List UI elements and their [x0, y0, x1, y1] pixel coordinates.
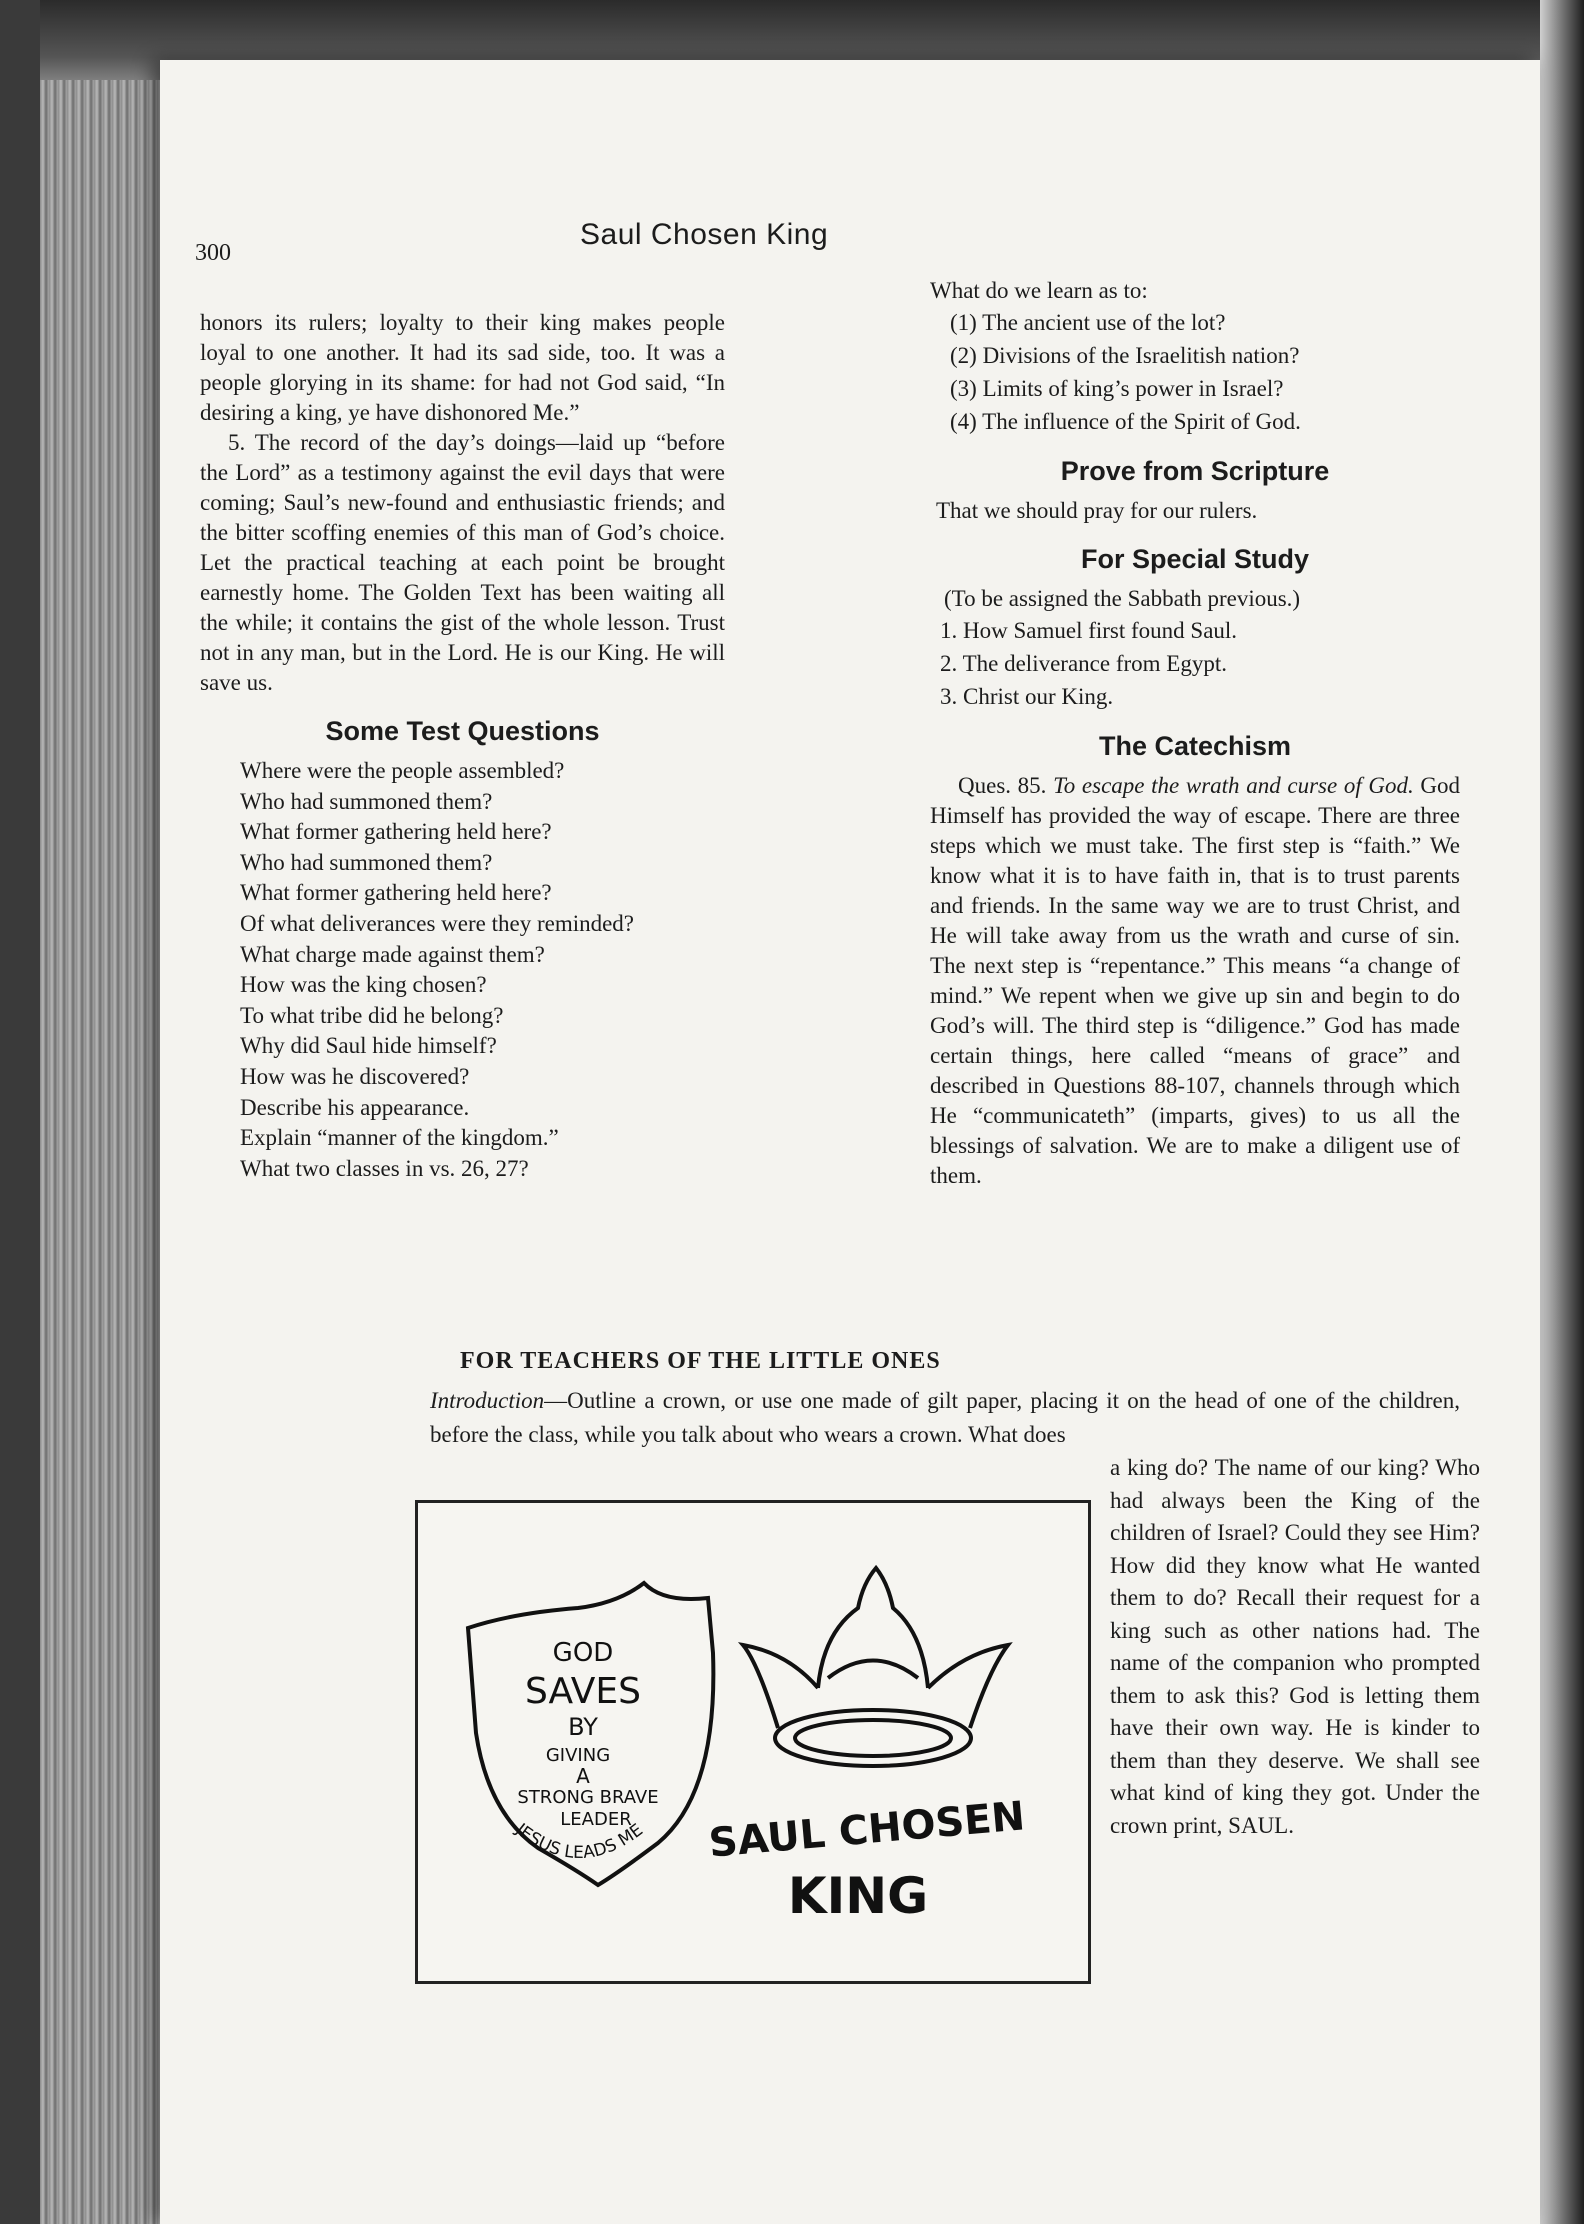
list-item: Explain “manner of the kingdom.”	[240, 1125, 559, 1151]
shield-line: SAVES	[524, 1671, 642, 1712]
caption-line-1: SAUL CHOSEN	[707, 1793, 1027, 1867]
list-item: 3. Christ our King.	[940, 684, 1114, 709]
special-study-heading: For Special Study	[1080, 544, 1310, 574]
right-scan-border	[1540, 0, 1584, 2224]
catechism-answer: God Himself has provided the way of escape. There are three steps which we must take. The first step is “faith.” We know what it is to have faith in, that is to trust parents and friends. In the same way we are to trust Christ, and He will take away from us the wrath and curse of sin. The next step is “repentance.” This means “a change of mind.” We repent when we give up sin and begin to do God’s will. The third step is “diligence.” God has made certain things, here called “means of grace” and described in Questions 88-107, channels through which He “communicateth” (imparts, gives) to us all the blessings of salvation. We are to make a diligent use of them.	[930, 773, 1461, 1188]
list-item: To what tribe did he belong?	[240, 1002, 504, 1028]
test-questions-list	[200, 756, 725, 1184]
list-item: Where were the people assembled?	[240, 758, 565, 783]
catechism-label: Ques. 85.	[958, 773, 1047, 798]
crown-icon	[743, 1568, 1008, 1766]
catechism-question: To escape the wrath and curse of God.	[1053, 773, 1414, 798]
running-title: Saul Chosen King	[580, 218, 829, 251]
list-item: Why did Saul hide himself?	[240, 1033, 497, 1059]
right-column	[930, 276, 1460, 1191]
list-item: Of what deliverances were they reminded?	[240, 910, 635, 936]
list-item: (4) The influence of the Spirit of God.	[950, 409, 1301, 434]
list-item: 1. How Samuel first found Saul.	[940, 618, 1238, 643]
left-column	[200, 308, 725, 1184]
list-item: 2. The deliverance from Egypt.	[940, 651, 1227, 676]
catechism-paragraph	[930, 771, 1460, 1191]
test-questions-heading: Some Test Questions	[325, 716, 600, 746]
catechism-heading: The Catechism	[1098, 731, 1292, 761]
shield-arc-text: JESUS LEADS ME	[511, 1819, 647, 1864]
list-item: (2) Divisions of the Israelitish nation?	[950, 343, 1300, 368]
special-study-note: (To be assigned the Sabbath previous.)	[944, 586, 1301, 611]
left-paragraph-1: honors its rulers; loyalty to their king makes people loyal to one another. It had its sad side, too. It was a people glorying in its shame: for had not God said, “In desiring a king, ye have dishonored Me.”	[200, 310, 725, 425]
list-item: (3) Limits of king’s power in Israel?	[950, 376, 1284, 401]
shield-line: STRONG BRAVE	[517, 1787, 659, 1808]
intro-text: —Outline a crown, or use one made of gilt paper, placing it on the head of one of the children, before the class, while you talk about who wears a crown. What does	[430, 1388, 1460, 1447]
list-item: How was the king chosen?	[240, 972, 487, 998]
book-page-edges	[40, 80, 180, 2224]
list-item: Who had summoned them?	[240, 788, 493, 814]
list-item: Who had summoned them?	[240, 849, 493, 875]
caption-line-2: KING	[787, 1867, 929, 1925]
list-item: Describe his appearance.	[240, 1094, 470, 1120]
teachers-section-title: FOR TEACHERS OF THE LITTLE ONES	[460, 1348, 941, 1374]
shield-line: GIVING	[545, 1745, 611, 1766]
shield-line: A	[576, 1764, 590, 1788]
left-paragraph-2: 5. The record of the day’s doings—laid up “before the Lord” as a testimony against the evil days that were coming; Saul’s new-found and enthusiastic friends; and the bitter scoffing enemies of this man of God’s choice. Let the practical teaching at each point be brought earnestly home. The Golden Text has been waiting all the while; it contains the gist of the whole lesson. Trust not in any man, but in the Lord. He is our King. He will save us.	[200, 430, 725, 695]
learn-intro: What do we learn as to:	[930, 278, 1148, 303]
teachers-intro	[430, 1384, 1460, 1452]
prove-heading: Prove from Scripture	[1060, 456, 1330, 486]
list-item: What former gathering held here?	[240, 880, 552, 906]
list-item: What two classes in vs. 26, 27?	[240, 1155, 529, 1181]
prove-text: That we should pray for our rulers.	[936, 498, 1258, 523]
page-number: 300	[195, 240, 231, 266]
shield-line: BY	[568, 1713, 598, 1741]
shield-line: GOD	[552, 1638, 614, 1668]
blackboard-illustration	[415, 1500, 1091, 1984]
shield-line: LEADER	[560, 1809, 632, 1830]
learn-list	[930, 306, 1460, 438]
list-item: How was he discovered?	[240, 1063, 470, 1089]
list-item: What charge made against them?	[240, 941, 545, 967]
list-item: What former gathering held here?	[240, 819, 552, 845]
list-item: (1) The ancient use of the lot?	[950, 310, 1226, 335]
intro-label: Introduction	[430, 1388, 545, 1413]
teachers-wrap-text: a king do? The name of our king? Who had always been the King of the children of Israel? Could they see Him? How did they know what He wanted them to do? Recall their request for a king such as other nations had. The name of the companion who prompted them to ask this? God is letting them have their own way. He is kinder to them than they deserve. We shall see what kind of king they got. Under the crown print, SAUL.	[1110, 1455, 1480, 1838]
special-study-list	[930, 614, 1460, 713]
illustration-drawing	[418, 1503, 1088, 1981]
